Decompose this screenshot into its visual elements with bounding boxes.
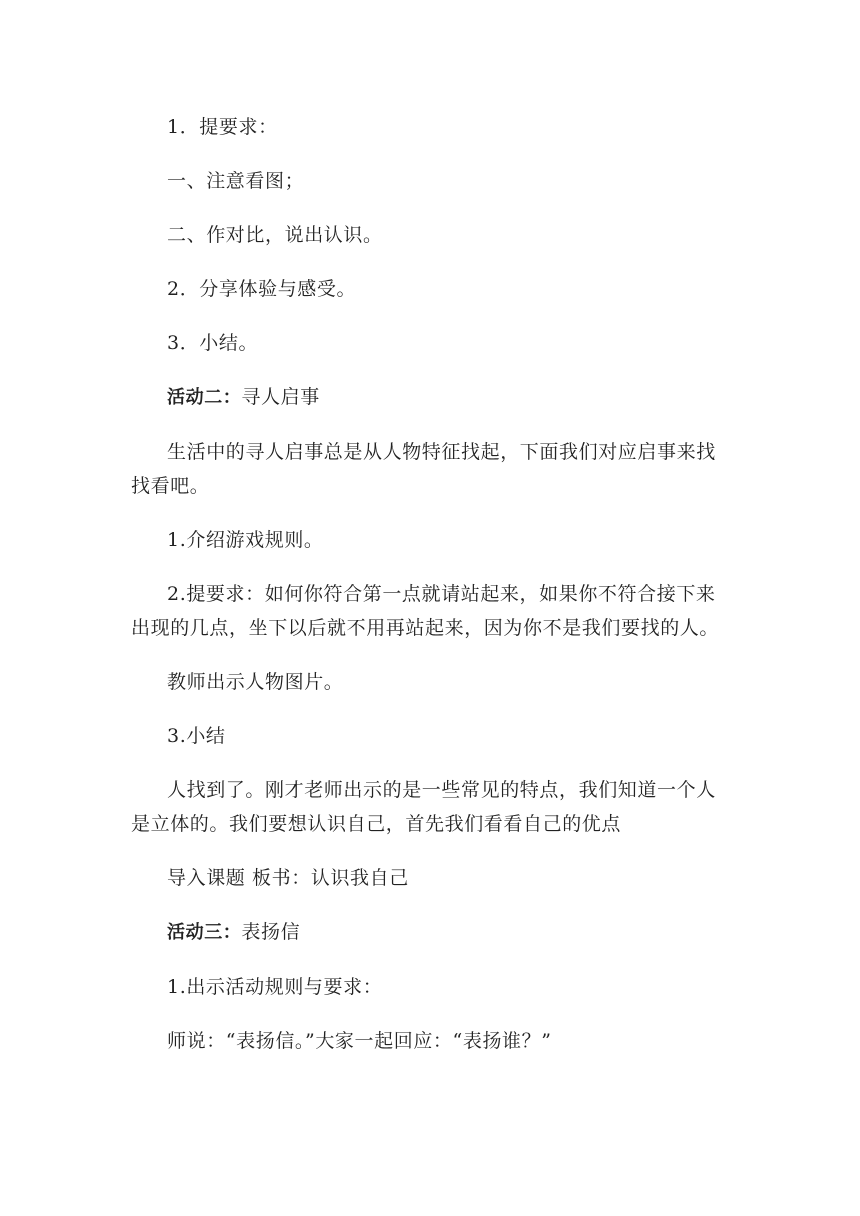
activity-two-title: 寻人启事 — [241, 386, 320, 408]
paragraph-point-two: 二、作对比，说出认识。 — [167, 224, 383, 246]
document-body — [131, 110, 731, 1058]
activity-three-title: 表扬信 — [241, 921, 301, 943]
paragraph-teacher-says: 师说：“表扬信。”大家一起回应：“表扬谁？” — [167, 1030, 552, 1052]
paragraph-show-pictures: 教师出示人物图片。 — [167, 671, 344, 693]
heading-activity-three — [131, 915, 731, 950]
paragraph-person-found: 人找到了。刚才老师出示的是一些常见的特点，我们知道一个人是立体的。我们要想认识自己，首先我们看看自己的优点 — [131, 779, 716, 835]
paragraph-introduce-topic: 导入课题 板书：认识我自己 — [167, 867, 409, 889]
paragraph-summary-3: 3.小结 — [167, 725, 226, 747]
activity-two-label: 活动二： — [167, 387, 242, 408]
paragraph-step-1-requirements: 1．提要求： — [167, 116, 278, 138]
activity-three-label: 活动三： — [167, 922, 242, 943]
paragraph-game-requirements: 2.提要求：如何你符合第一点就请站起来，如果你不符合接下来出现的几点，坐下以后就不用再站起来，因为你不是我们要找的人。 — [131, 583, 720, 639]
paragraph-activity-rules: 1.出示活动规则与要求： — [167, 976, 383, 998]
paragraph-step-2-share: 2．分享体验与感受。 — [167, 278, 357, 300]
paragraph-missing-person-intro: 生活中的寻人启事总是从人物特征找起，下面我们对应启事来找找看吧。 — [131, 441, 716, 497]
paragraph-point-one: 一、注意看图； — [167, 170, 305, 192]
heading-activity-two — [131, 380, 731, 415]
paragraph-game-rules: 1.介绍游戏规则。 — [167, 529, 324, 551]
paragraph-step-3-summary: 3．小结。 — [167, 332, 259, 354]
